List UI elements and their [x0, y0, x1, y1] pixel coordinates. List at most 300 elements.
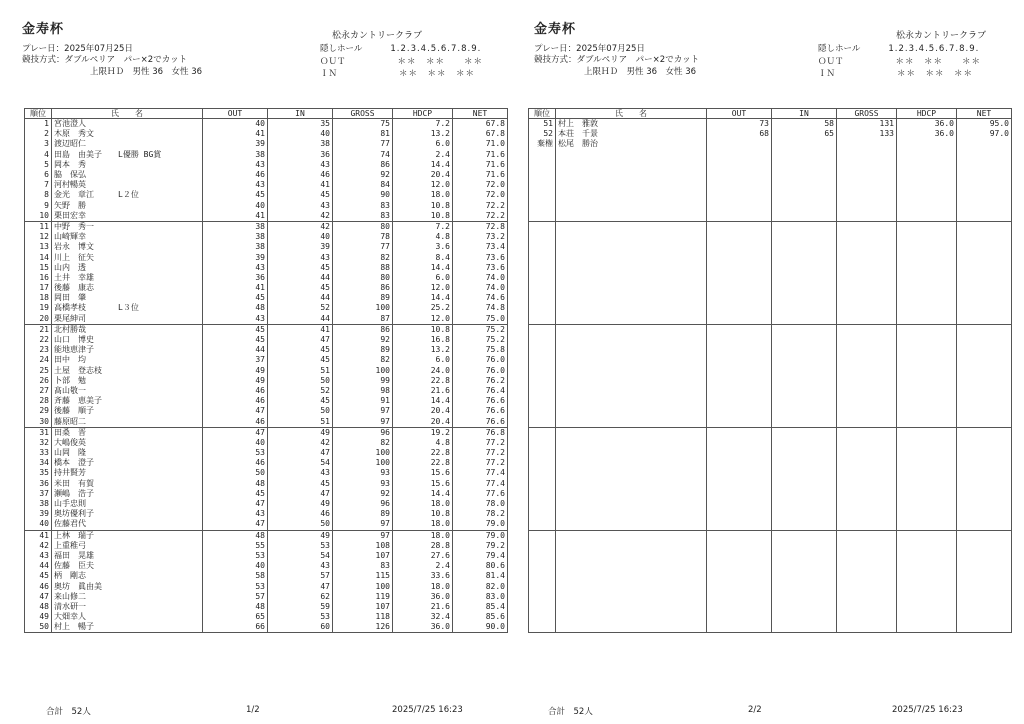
cell-rank — [529, 355, 556, 365]
cell-hdcp — [897, 303, 957, 313]
page-number: 2/2 — [748, 705, 762, 715]
cell-rank: 15 — [25, 263, 52, 273]
cell-net: 76.6 — [453, 416, 508, 427]
cell-out: 48 — [203, 530, 268, 541]
cell-name — [556, 273, 707, 283]
cell-out — [707, 622, 772, 633]
table-row — [25, 427, 508, 438]
cell-hdcp: 3.6 — [393, 242, 453, 252]
cell-gross: 97 — [333, 519, 393, 530]
cell-name — [556, 252, 707, 262]
cell-gross — [837, 386, 897, 396]
cell-net: 74.0 — [453, 273, 508, 283]
cell-in: 43 — [268, 160, 333, 170]
cell-name — [556, 541, 707, 551]
cell-out: 43 — [203, 509, 268, 519]
table-row — [529, 581, 1012, 591]
cell-in — [772, 602, 837, 612]
cell-rank: 20 — [25, 314, 52, 325]
table-row — [529, 170, 1012, 180]
cell-name: 瀬嶋 浩子 — [52, 489, 203, 499]
cell-name: 奥坊 眞由美 — [52, 581, 203, 591]
cell-net — [957, 190, 1012, 200]
cell-name — [556, 170, 707, 180]
cell-hdcp — [897, 335, 957, 345]
cell-name — [556, 551, 707, 561]
cell-hdcp — [897, 622, 957, 633]
cell-hdcp: 4.8 — [393, 232, 453, 242]
cell-hdcp: 20.4 — [393, 406, 453, 416]
cell-gross: 89 — [333, 509, 393, 519]
cell-hdcp — [897, 139, 957, 149]
cell-gross — [837, 221, 897, 232]
table-row — [529, 612, 1012, 622]
cell-name: 岡田 肇 — [52, 293, 203, 303]
cell-in: 45 — [268, 345, 333, 355]
cell-rank: 23 — [25, 345, 52, 355]
cell-rank: 3 — [25, 139, 52, 149]
cell-name — [556, 293, 707, 303]
cell-hdcp — [897, 221, 957, 232]
cell-out — [707, 139, 772, 149]
cell-rank — [529, 221, 556, 232]
cell-in: 47 — [268, 448, 333, 458]
cell-net: 78.2 — [453, 509, 508, 519]
cell-net — [957, 458, 1012, 468]
cell-out — [707, 509, 772, 519]
print-timestamp: 2025/7/25 16:23 — [392, 705, 463, 715]
cell-rank — [529, 416, 556, 427]
cell-out — [707, 211, 772, 222]
cell-hdcp — [897, 242, 957, 252]
play-date: プレー日：2025年07月25日 — [534, 44, 645, 54]
page-number: 1/2 — [246, 705, 260, 715]
cell-hdcp — [897, 571, 957, 581]
cell-net: 77.2 — [453, 448, 508, 458]
cell-gross: 107 — [333, 602, 393, 612]
in-holes-row — [320, 69, 475, 80]
col-net: NET — [453, 109, 508, 119]
cell-rank: 47 — [25, 592, 52, 602]
cell-rank — [529, 160, 556, 170]
cell-name: 田島 由美子 L優勝 BG賞 — [52, 150, 203, 160]
cell-out — [707, 190, 772, 200]
cell-rank: 12 — [25, 232, 52, 242]
cell-in: 50 — [268, 376, 333, 386]
cell-gross: 100 — [333, 581, 393, 591]
cell-out — [707, 376, 772, 386]
cell-in — [772, 438, 837, 448]
table-row — [25, 139, 508, 149]
cell-out — [707, 232, 772, 242]
cell-in: 49 — [268, 427, 333, 438]
cell-in — [772, 180, 837, 190]
cell-out: 45 — [203, 489, 268, 499]
cell-rank: 27 — [25, 386, 52, 396]
cell-net — [957, 592, 1012, 602]
cell-net — [957, 232, 1012, 242]
table-row — [529, 273, 1012, 283]
cell-rank — [529, 622, 556, 633]
cell-out: 46 — [203, 396, 268, 406]
cell-net: 67.8 — [453, 129, 508, 139]
cell-name: 斉藤 恵美子 — [52, 396, 203, 406]
cell-gross — [837, 468, 897, 478]
cell-name — [556, 622, 707, 633]
cell-hdcp — [897, 211, 957, 222]
cell-net: 83.0 — [453, 592, 508, 602]
cell-gross — [837, 551, 897, 561]
cell-rank: 22 — [25, 335, 52, 345]
cell-in — [772, 324, 837, 335]
cell-hdcp: 20.4 — [393, 416, 453, 427]
cell-hdcp: 6.0 — [393, 355, 453, 365]
cell-in — [772, 561, 837, 571]
cell-rank — [529, 386, 556, 396]
cell-gross — [837, 180, 897, 190]
cell-out — [707, 221, 772, 232]
cell-net: 90.0 — [453, 622, 508, 633]
cell-out: 47 — [203, 406, 268, 416]
cell-net: 74.6 — [453, 293, 508, 303]
cell-out — [707, 581, 772, 591]
cell-hdcp: 14.4 — [393, 396, 453, 406]
cell-rank: 19 — [25, 303, 52, 313]
cell-name — [556, 190, 707, 200]
table-row — [25, 345, 508, 355]
cell-name — [556, 612, 707, 622]
cell-out: 57 — [203, 592, 268, 602]
cell-out: 65 — [203, 612, 268, 622]
cell-in — [772, 314, 837, 325]
cell-in: 52 — [268, 303, 333, 313]
cell-rank: 50 — [25, 622, 52, 633]
table-row — [529, 283, 1012, 293]
cell-out: 53 — [203, 448, 268, 458]
cell-name — [556, 561, 707, 571]
cell-out: 44 — [203, 345, 268, 355]
cell-hdcp: 32.4 — [393, 612, 453, 622]
cell-in: 46 — [268, 170, 333, 180]
cell-out — [707, 499, 772, 509]
cell-gross: 93 — [333, 468, 393, 478]
cell-gross: 83 — [333, 211, 393, 222]
cell-rank: 34 — [25, 458, 52, 468]
table-row — [25, 519, 508, 530]
cell-in — [772, 273, 837, 283]
cell-name: 金光 章江 L２位 — [52, 190, 203, 200]
cell-rank — [529, 427, 556, 438]
cell-rank — [529, 581, 556, 591]
cell-in — [772, 571, 837, 581]
table-row — [529, 129, 1012, 139]
cell-net: 71.6 — [453, 150, 508, 160]
cell-in — [772, 541, 837, 551]
cell-gross — [837, 160, 897, 170]
cell-rank — [529, 602, 556, 612]
cell-hdcp — [897, 324, 957, 335]
cell-net: 77.2 — [453, 458, 508, 468]
cell-net — [957, 139, 1012, 149]
cell-rank: 11 — [25, 221, 52, 232]
cell-gross: 119 — [333, 592, 393, 602]
cell-net: 82.0 — [453, 581, 508, 591]
cell-rank — [529, 489, 556, 499]
cell-rank — [529, 345, 556, 355]
cell-rank — [529, 232, 556, 242]
cell-hdcp — [897, 190, 957, 200]
club-name: 松永カントリークラブ — [895, 31, 986, 41]
col-name: 氏 名 — [52, 109, 203, 119]
cell-out: 36 — [203, 273, 268, 283]
hidden-holes-value: 1.2.3.4.5.6.7.8.9. — [390, 44, 482, 54]
cell-name — [556, 366, 707, 376]
cell-name: 川上 征矢 — [52, 252, 203, 262]
cell-name — [556, 211, 707, 222]
cell-hdcp: 22.8 — [393, 448, 453, 458]
cell-net: 85.6 — [453, 612, 508, 622]
cell-net: 85.4 — [453, 602, 508, 612]
cell-in — [772, 263, 837, 273]
cell-out: 39 — [203, 252, 268, 262]
cell-in: 40 — [268, 129, 333, 139]
cell-name — [556, 499, 707, 509]
cell-hdcp — [897, 489, 957, 499]
table-row — [529, 489, 1012, 499]
cell-net: 73.6 — [453, 263, 508, 273]
cell-hdcp: 36.0 — [897, 119, 957, 130]
out-holes-value: ＊＊ ＊＊ ＊＊ — [397, 57, 484, 67]
table-row — [25, 396, 508, 406]
cell-out: 47 — [203, 519, 268, 530]
table-row — [25, 242, 508, 252]
cell-net: 75.0 — [453, 314, 508, 325]
cell-net — [957, 612, 1012, 622]
cell-out — [707, 406, 772, 416]
cell-gross: 133 — [837, 129, 897, 139]
cell-rank: 49 — [25, 612, 52, 622]
cell-rank: 16 — [25, 273, 52, 283]
table-header-row — [25, 109, 508, 119]
cell-gross: 107 — [333, 551, 393, 561]
cell-name: 北村勝哉 — [52, 324, 203, 335]
table-row — [25, 170, 508, 180]
cell-name: 岡本 秀 — [52, 160, 203, 170]
cell-net: 77.4 — [453, 479, 508, 489]
cell-in — [772, 406, 837, 416]
table-row — [529, 314, 1012, 325]
cell-rank — [529, 293, 556, 303]
table-row — [529, 571, 1012, 581]
cell-hdcp: 13.2 — [393, 345, 453, 355]
cell-name: 松尾 勝治 — [556, 139, 707, 149]
cell-hdcp — [897, 519, 957, 530]
cell-out — [707, 551, 772, 561]
cell-net — [957, 551, 1012, 561]
cell-out: 66 — [203, 622, 268, 633]
cell-in — [772, 427, 837, 438]
hidden-holes-label: 隠しホール — [320, 44, 363, 54]
cell-name — [556, 489, 707, 499]
col-out: OUT — [203, 109, 268, 119]
cell-net: 77.2 — [453, 438, 508, 448]
results-table — [24, 108, 508, 633]
cell-out — [707, 263, 772, 273]
cell-hdcp — [897, 273, 957, 283]
table-row — [25, 468, 508, 478]
cell-gross: 100 — [333, 366, 393, 376]
cell-rank: 51 — [529, 119, 556, 130]
cell-out — [707, 458, 772, 468]
cell-out — [707, 612, 772, 622]
cell-rank — [529, 170, 556, 180]
cell-out: 55 — [203, 541, 268, 551]
table-row — [529, 335, 1012, 345]
cell-name: 来山修二 — [52, 592, 203, 602]
cell-gross: 88 — [333, 263, 393, 273]
cell-out — [707, 530, 772, 541]
cell-net: 72.0 — [453, 180, 508, 190]
cell-net: 81.4 — [453, 571, 508, 581]
table-row — [529, 201, 1012, 211]
in-holes-value: ＊＊ ＊＊ ＊＊ — [399, 69, 476, 79]
cell-name: 矢野 勝 — [52, 201, 203, 211]
cell-name — [556, 335, 707, 345]
cell-hdcp — [897, 283, 957, 293]
table-row — [529, 293, 1012, 303]
table-row — [529, 406, 1012, 416]
cell-hdcp: 18.0 — [393, 190, 453, 200]
cell-name — [556, 448, 707, 458]
cell-net — [957, 416, 1012, 427]
cell-out — [707, 303, 772, 313]
cell-gross — [837, 190, 897, 200]
cell-out: 47 — [203, 427, 268, 438]
table-row — [25, 581, 508, 591]
cell-name: 清水研一 — [52, 602, 203, 612]
col-in: IN — [772, 109, 837, 119]
table-row — [25, 458, 508, 468]
cell-name: 髙山敬一 — [52, 386, 203, 396]
cell-out — [707, 448, 772, 458]
cell-hdcp — [897, 448, 957, 458]
cell-out: 46 — [203, 170, 268, 180]
cell-name — [556, 581, 707, 591]
cell-gross — [837, 612, 897, 622]
cell-in — [772, 489, 837, 499]
cell-out — [707, 489, 772, 499]
cell-hdcp: 21.6 — [393, 386, 453, 396]
table-row — [25, 509, 508, 519]
cell-name — [556, 232, 707, 242]
cell-in: 49 — [268, 530, 333, 541]
table-row — [529, 221, 1012, 232]
cell-hdcp: 22.8 — [393, 376, 453, 386]
cell-in: 59 — [268, 602, 333, 612]
out-label: ＯＵＴ — [818, 57, 844, 67]
cell-gross: 83 — [333, 201, 393, 211]
cell-hdcp — [897, 396, 957, 406]
cell-hdcp: 20.4 — [393, 170, 453, 180]
table-row — [529, 499, 1012, 509]
cell-name: 土屋 登志枝 — [52, 366, 203, 376]
cell-name — [556, 396, 707, 406]
cell-net — [957, 489, 1012, 499]
cell-net — [957, 366, 1012, 376]
cell-name: 田中 均 — [52, 355, 203, 365]
col-gross: GROSS — [333, 109, 393, 119]
cell-rank: 32 — [25, 438, 52, 448]
cell-hdcp: 25.2 — [393, 303, 453, 313]
cell-rank — [529, 530, 556, 541]
table-row — [529, 232, 1012, 242]
cell-in: 47 — [268, 581, 333, 591]
cell-hdcp: 10.8 — [393, 324, 453, 335]
cell-gross: 93 — [333, 479, 393, 489]
cell-out: 58 — [203, 571, 268, 581]
cell-name: 後藤 康志 — [52, 283, 203, 293]
cell-gross — [837, 622, 897, 633]
cell-in: 43 — [268, 252, 333, 262]
table-row — [529, 448, 1012, 458]
handicap-limit: 上限ＨＤ 男性 36 女性 36 — [584, 67, 697, 77]
table-row — [25, 273, 508, 283]
cell-in — [772, 345, 837, 355]
in-holes-row — [818, 69, 973, 80]
cell-hdcp: 36.0 — [393, 592, 453, 602]
cell-gross — [837, 252, 897, 262]
cell-hdcp: 19.2 — [393, 427, 453, 438]
cell-hdcp: 2.4 — [393, 561, 453, 571]
cell-in: 54 — [268, 458, 333, 468]
cell-rank: 42 — [25, 541, 52, 551]
results-table — [528, 108, 1012, 633]
cell-name — [556, 458, 707, 468]
cell-hdcp — [897, 293, 957, 303]
cell-in: 39 — [268, 242, 333, 252]
cell-net — [957, 252, 1012, 262]
cell-hdcp: 15.6 — [393, 468, 453, 478]
cell-out: 47 — [203, 499, 268, 509]
cell-in — [772, 139, 837, 149]
cell-rank — [529, 273, 556, 283]
table-row — [25, 571, 508, 581]
cell-hdcp — [897, 551, 957, 561]
cell-rank: 52 — [529, 129, 556, 139]
table-row — [529, 519, 1012, 530]
club-name: 松永カントリークラブ — [331, 31, 422, 41]
cell-out: 38 — [203, 242, 268, 252]
cell-gross — [837, 541, 897, 551]
cell-in — [772, 201, 837, 211]
cell-rank: 4 — [25, 150, 52, 160]
cell-out — [707, 416, 772, 427]
cell-net — [957, 530, 1012, 541]
cell-gross — [837, 406, 897, 416]
cell-rank: 30 — [25, 416, 52, 427]
cell-rank: 40 — [25, 519, 52, 530]
cell-rank: 5 — [25, 160, 52, 170]
table-row — [529, 561, 1012, 571]
cell-gross: 81 — [333, 129, 393, 139]
cell-name: 脇 保弘 — [52, 170, 203, 180]
table-row — [529, 211, 1012, 222]
table-row — [529, 530, 1012, 541]
table-row — [529, 345, 1012, 355]
cell-hdcp — [897, 416, 957, 427]
cell-rank — [529, 303, 556, 313]
hidden-holes-row — [818, 44, 979, 55]
